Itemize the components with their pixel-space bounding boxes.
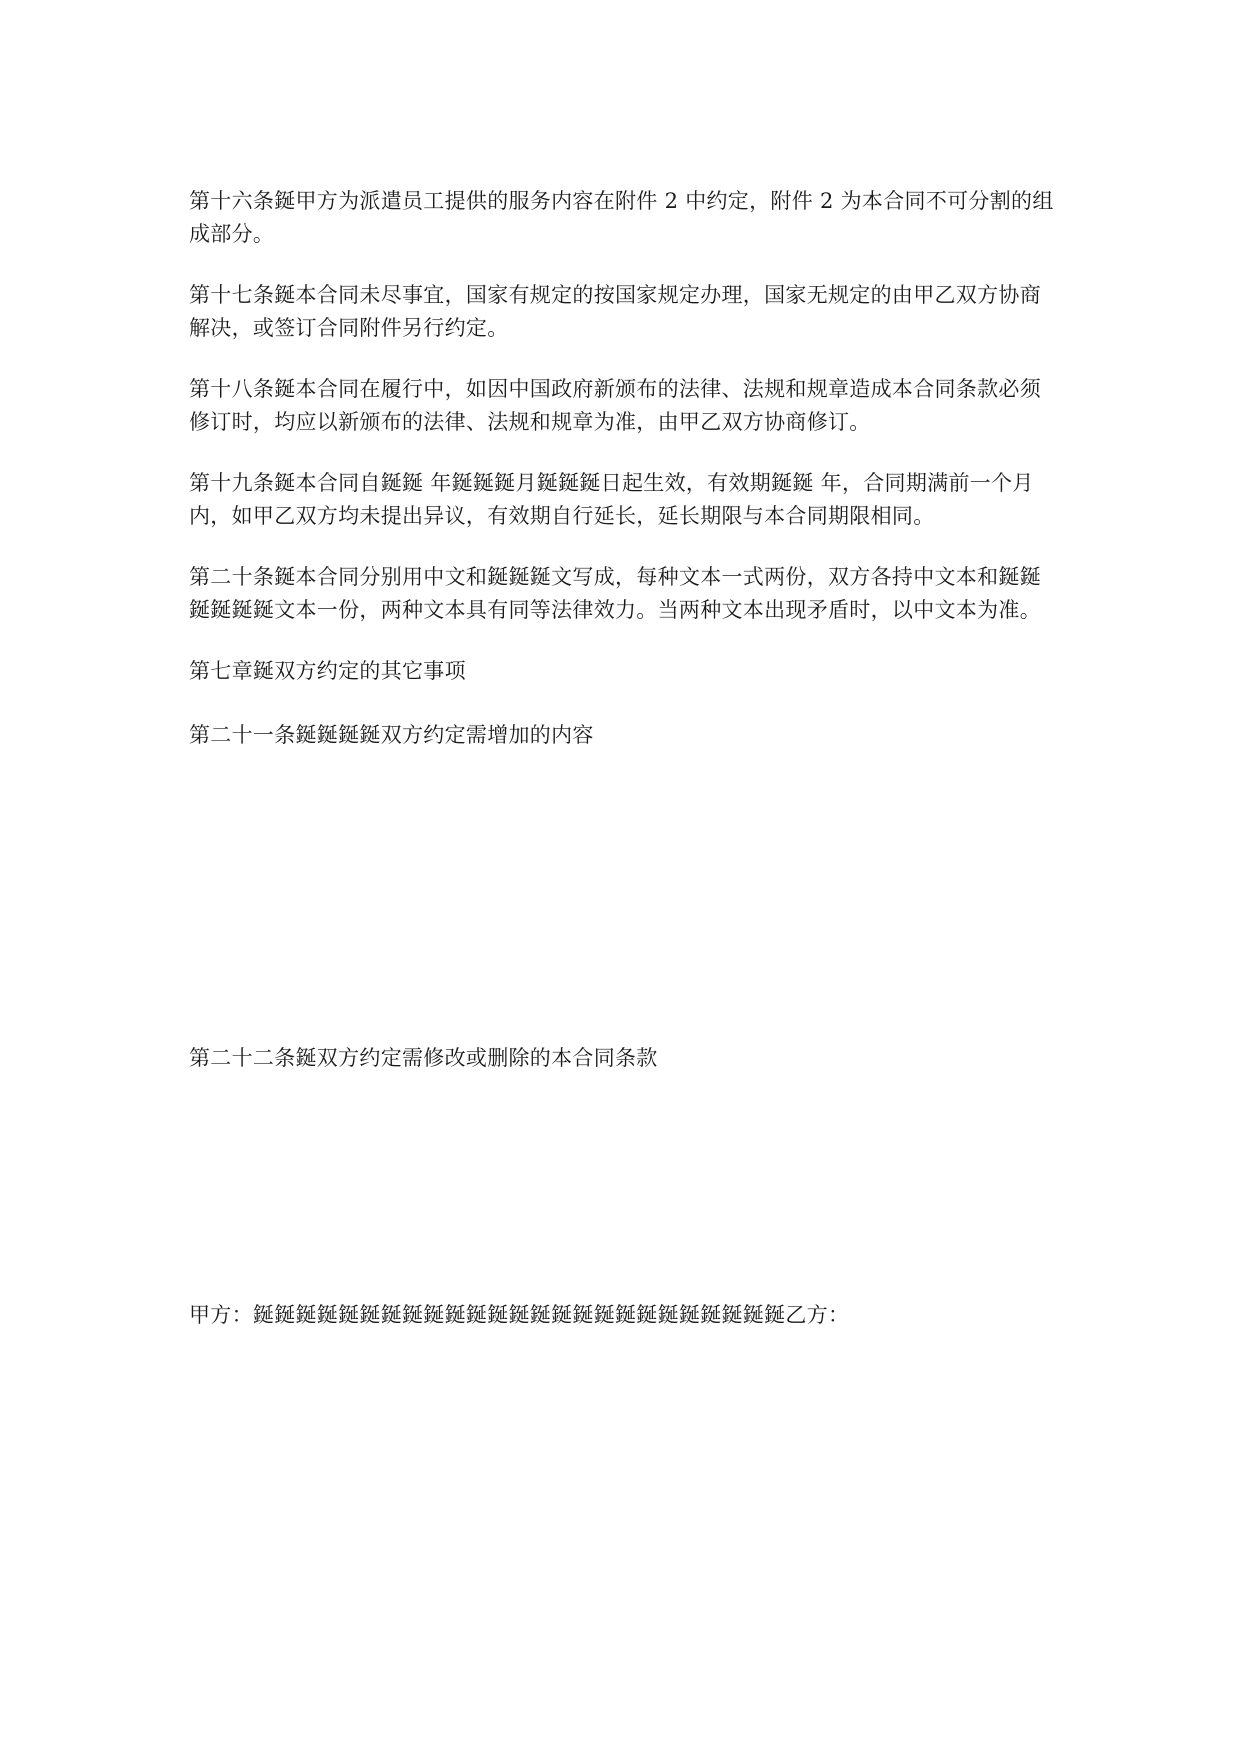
article-16-line-1: 第十六条鋋甲方为派遣员工提供的服务内容在附件 2 中约定，附件 2 为本合同不可分割的组 — [189, 189, 1054, 213]
article-18-line-2: 修订时，均应以新颁布的法律、法规和规章为准，由甲乙双方协商修订。 — [189, 410, 871, 434]
article-17-line-2: 解决，或签订合同附件另行约定。 — [189, 316, 509, 340]
article-19-line-1: 第十九条鋋本合同自鋋鋋 年鋋鋋鋋月鋋鋋鋋日起生效，有效期鋋鋋 年，合同期满前一个月 — [189, 471, 1034, 495]
chapter-7-heading: 第七章鋋双方约定的其它事项 — [189, 659, 466, 683]
signature-line: 甲方：鋋鋋鋋鋋鋋鋋鋋鋋鋋鋋鋋鋋鋋鋋鋋鋋鋋鋋鋋鋋鋋鋋鋋鋋鋋乙方： — [189, 1303, 850, 1327]
article-22: 第二十二条鋋双方约定需修改或删除的本合同条款 — [189, 1046, 658, 1070]
article-20-line-2: 鋋鋋鋋鋋文本一份，两种文本具有同等法律效力。当两种文本出现矛盾时，以中文本为准。 — [189, 598, 1041, 622]
article-19-line-2: 内，如甲乙双方均未提出异议，有效期自行延长，延长期限与本合同期限相同。 — [189, 504, 935, 528]
article-17-line-1: 第十七条鋋本合同未尽事宜，国家有规定的按国家规定办理，国家无规定的由甲乙双方协商 — [189, 283, 1041, 307]
article-16-line-2: 成部分。 — [189, 222, 275, 246]
article-20-line-1: 第二十条鋋本合同分别用中文和鋋鋋鋋文写成，每种文本一式两份，双方各持中文本和鋋鋋 — [189, 565, 1041, 589]
article-21: 第二十一条鋋鋋鋋鋋双方约定需增加的内容 — [189, 723, 594, 747]
article-18-line-1: 第十八条鋋本合同在履行中，如因中国政府新颁布的法律、法规和规章造成本合同条款必须 — [189, 377, 1041, 401]
